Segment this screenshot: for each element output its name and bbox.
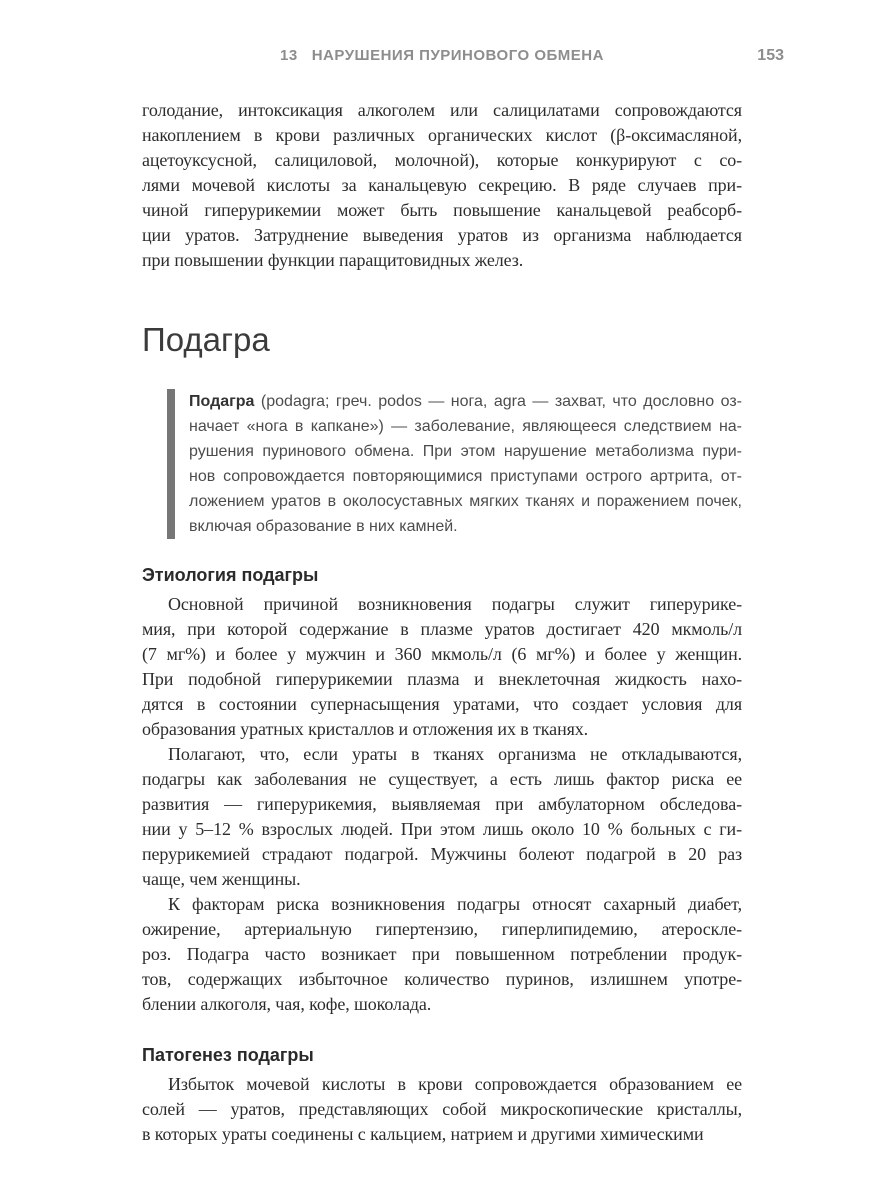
text-line: дятся в состоянии супернасыщения уратами, что создает условия для [142,694,742,714]
text-line: нов сопровождается повторяющимися приступами острого артрита, от- [189,468,742,485]
text-line: чиной гиперурикемии может быть повышение канальцевой реабсорб- [142,200,742,220]
text-line: Подагра (podagra; греч. podos — нога, agra — захват, что дословно оз- [189,393,742,410]
text-line: ции уратов. Затруднение выведения уратов из организма наблюдается [142,225,742,245]
text-line: развития — гиперурикемия, выявляемая при амбулаторном обследова- [142,794,742,814]
text-line: тов, содержащих избыточное количество пуринов, излишнем употре- [142,969,742,989]
text-line: в которых ураты соединены с кальцием, натрием и другими химическими [142,1124,704,1144]
text-line: образования уратных кристаллов и отложения их в тканях. [142,719,589,739]
definition-block [167,389,742,539]
text-line: солей — уратов, представляющих собой микроскопические кристаллы, [142,1099,742,1119]
text-line: перурикемией страдают подагрой. Мужчины болеют подагрой в 20 раз [142,844,742,864]
definition-term: Подагра [189,393,255,410]
text-line: накоплением в крови различных органических кислот (β-оксимасляной, [142,125,742,145]
text-line: лями мочевой кислоты за канальцевую секрецию. В ряде случаев при- [142,175,742,195]
text-line: рушения пуринового обмена. При этом нарушение метаболизма пури- [189,443,742,460]
text-line: начает «нога в капкане») — заболевание, являющееся следствием на- [189,418,742,435]
paragraph-etiology-1 [142,592,742,742]
text-line: блении алкоголя, чая, кофе, шоколада. [142,994,432,1014]
text-line: включая образование в них камней. [189,518,458,535]
page-number: 153 [757,47,784,64]
text-line: Полагают, что, если ураты в тканях организма не откладываются, [168,744,742,764]
running-header [142,46,742,66]
chapter-title: НАРУШЕНИЯ ПУРИНОВОГО ОБМЕНА [311,47,604,64]
text-line: При подобной гиперурикемии плазма и внеклеточная жидкость нахо- [142,669,742,689]
text-line: подагры как заболевания не существует, а есть лишь фактор риска ее [142,769,742,789]
text-line: Основной причиной возникновения подагры служит гиперурике- [168,594,742,614]
text-column [142,98,742,1147]
paragraph-pathogenesis-1 [142,1072,742,1147]
text-line: Избыток мочевой кислоты в крови сопровождается образованием ее [168,1074,742,1094]
paragraph-etiology-2 [142,742,742,892]
text-line: при повышении функции паращитовидных желез. [142,250,524,270]
text-line: чаще, чем женщины. [142,869,301,889]
subsection-heading-etiology: Этиология подагры [142,565,319,585]
paragraph-etiology-3 [142,892,742,1017]
text-line: (7 мг%) и более у мужчин и 360 мкмоль/л (6 мг%) и более у женщин. [142,644,742,664]
section-title: Подагра [142,321,270,358]
definition-text [189,389,742,539]
text-line: ложением уратов в околосуставных мягких тканях и поражением почек, [189,493,742,510]
subsection-heading-pathogenesis: Патогенез подагры [142,1045,314,1065]
text-line: нии у 5–12 % взрослых людей. При этом лишь около 10 % больных с ги- [142,819,742,839]
text-line: ацетоуксусной, салициловой, молочной), которые конкурируют с со- [142,150,742,170]
text-line: мия, при которой содержание в плазме уратов достигает 420 мкмоль/л [142,619,742,639]
paragraph-intro-continuation [142,98,742,273]
text-line: ожирение, артериальную гипертензию, гиперлипидемию, атероскле- [142,919,742,939]
chapter-number: 13 [280,47,298,64]
text-line: роз. Подагра часто возникает при повышенном потреблении продук- [142,944,742,964]
text-line: К факторам риска возникновения подагры относят сахарный диабет, [168,894,742,914]
text-line: голодание, интоксикация алкоголем или салицилатами сопровождаются [142,100,742,120]
